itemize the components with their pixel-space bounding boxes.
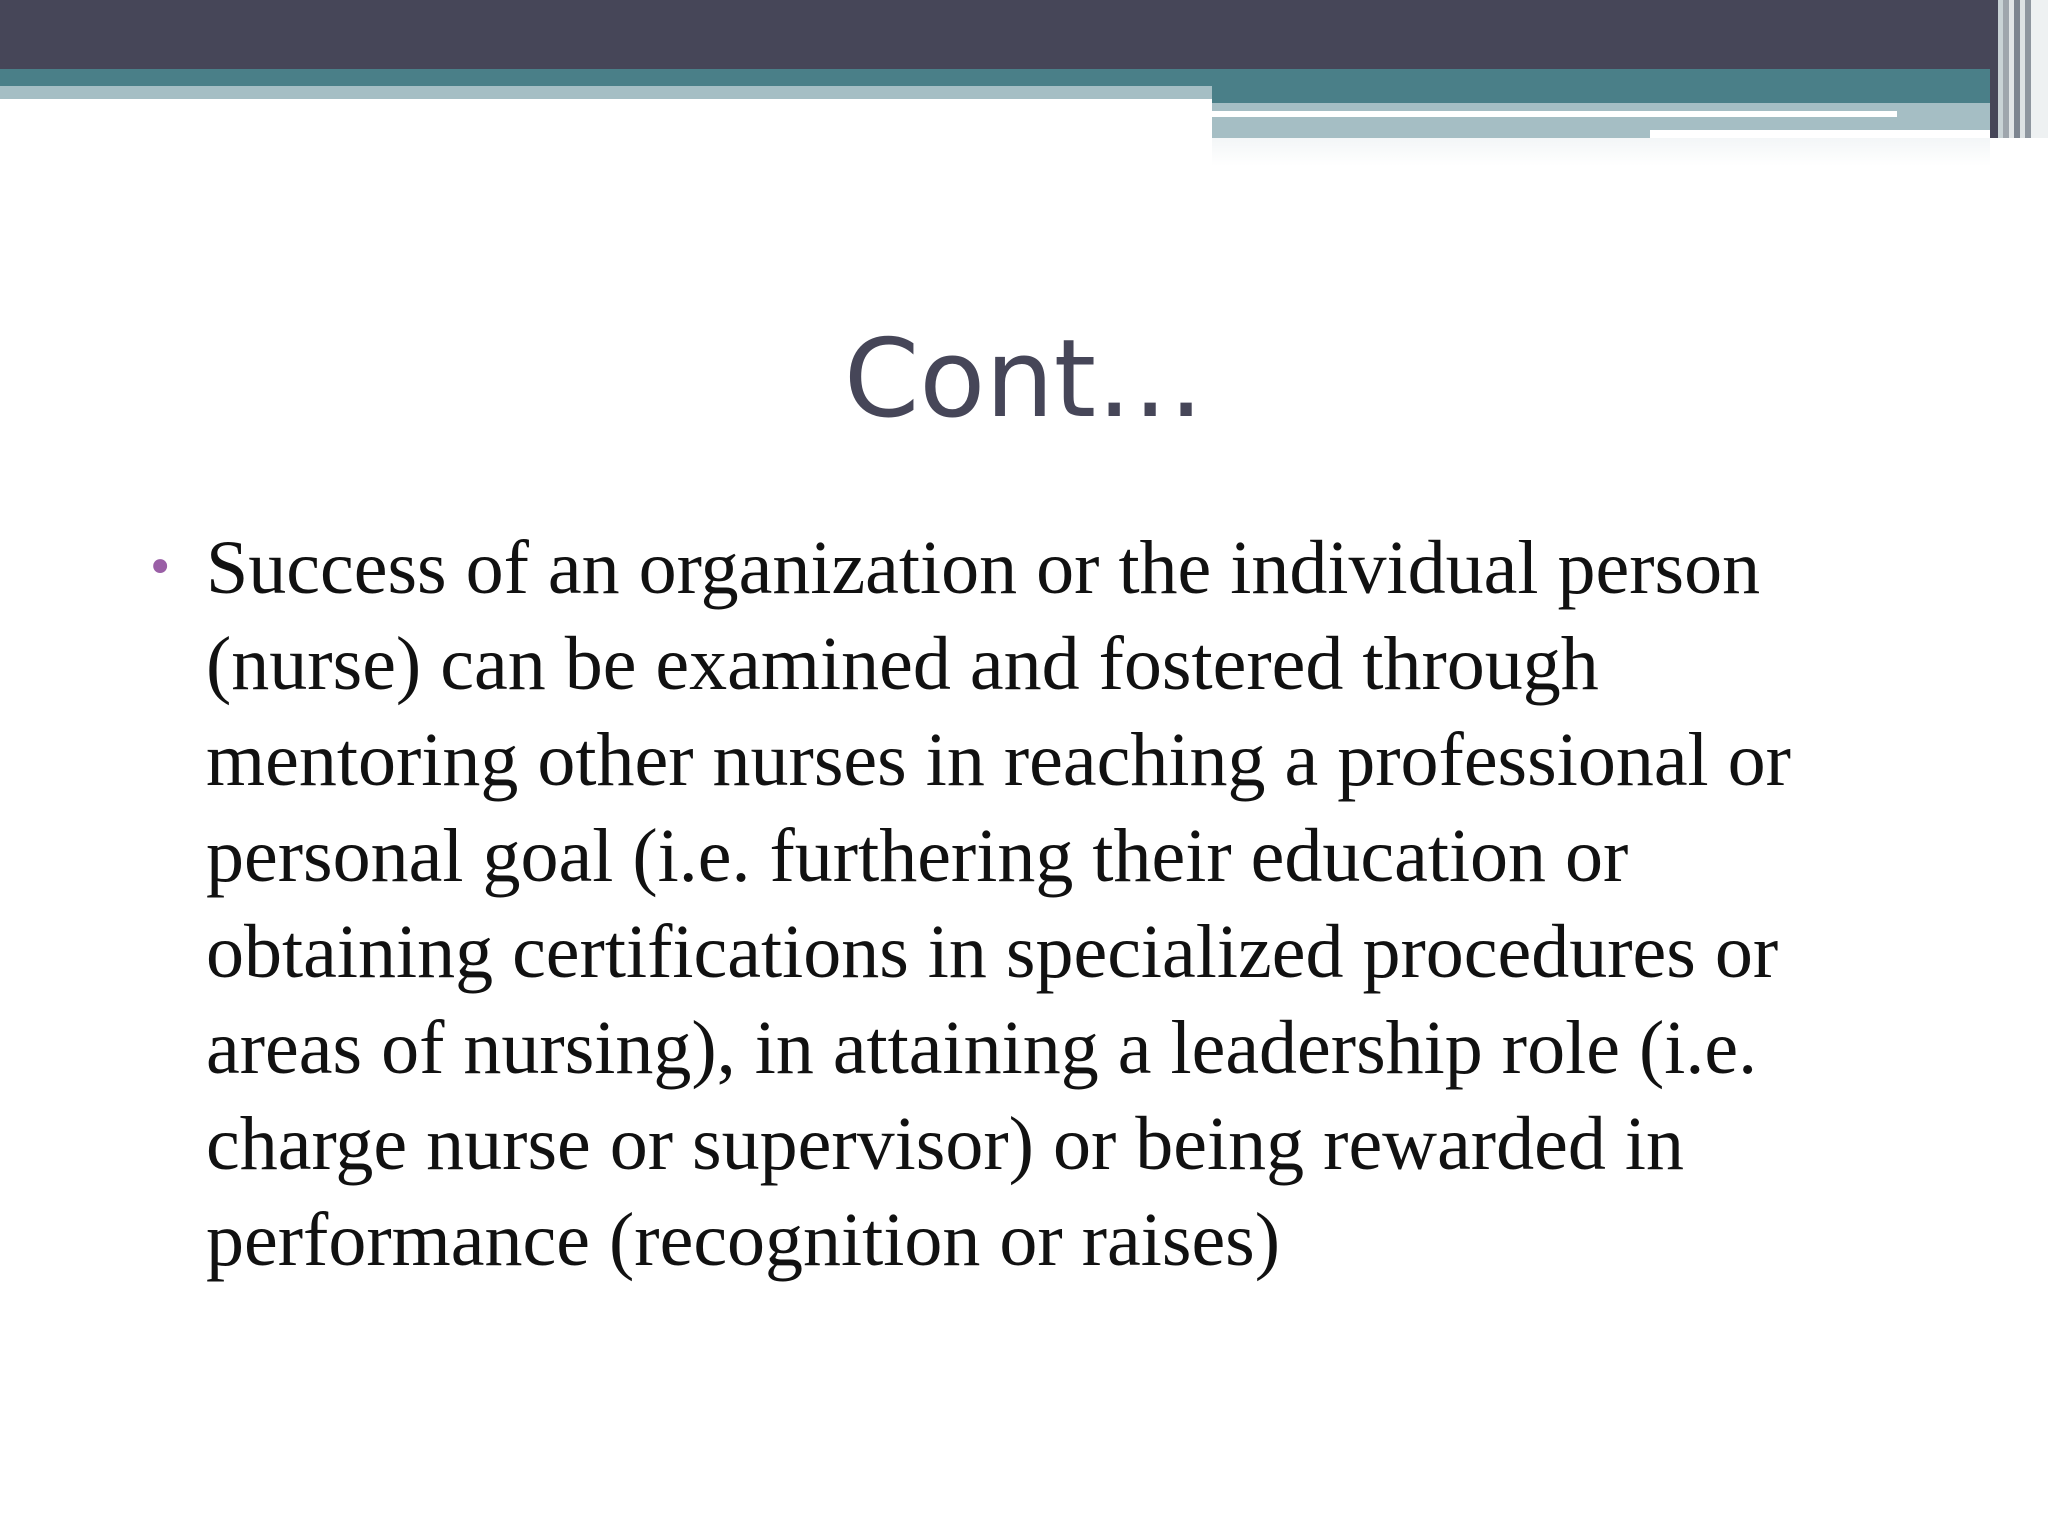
header-band-teal-right <box>1212 86 1990 103</box>
header-band-dark <box>0 0 1990 69</box>
bullet-text: Success of an organization or the individual person (nurse) can be examined and fostered through mentoring other nurses in reaching a professional or personal goal (i.e. furthering their education or obtaining certifications in specialized procedures or areas of nursing), in attaining a leadership role (i.e. charge nurse or supervisor) or being rewarded in performance (recognition or raises) <box>206 526 1791 1282</box>
header-band-light-left <box>0 86 1212 99</box>
slide-title: Cont… <box>843 317 1205 442</box>
corner-stripe <box>1990 0 1998 138</box>
header-white-stripe-short <box>1650 130 1990 138</box>
bullet-list <box>140 520 1880 1288</box>
header-white-stripe <box>1212 111 1897 117</box>
bullet-item <box>140 520 1880 1288</box>
corner-stripe <box>2031 0 2048 138</box>
header-fade <box>1212 138 1990 166</box>
bullet-icon: • <box>146 540 175 596</box>
header-band-teal <box>0 69 1990 86</box>
